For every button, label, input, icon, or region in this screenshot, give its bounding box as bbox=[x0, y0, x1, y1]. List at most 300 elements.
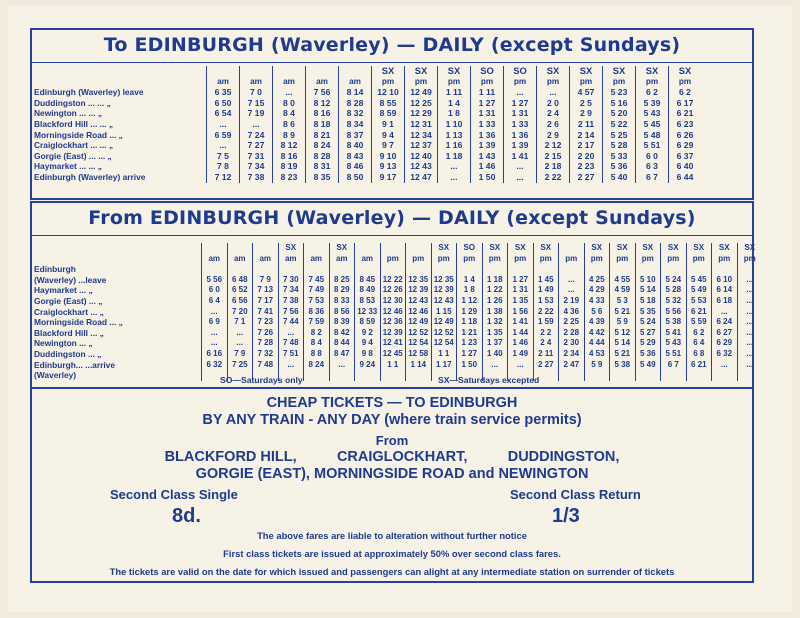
time-cell: 5 21 bbox=[610, 349, 636, 360]
time-cell: 6 50 bbox=[207, 98, 240, 109]
time-cell: 5 45 bbox=[686, 275, 712, 286]
service-code: SX bbox=[610, 243, 636, 254]
timetable-row bbox=[34, 108, 701, 119]
from-edinburgh-table bbox=[34, 243, 762, 381]
time-cell bbox=[431, 264, 457, 275]
timetable-row bbox=[34, 119, 701, 130]
time-cell: ... bbox=[273, 87, 306, 98]
time-cell: 12 43 bbox=[431, 296, 457, 307]
time-cell: 6 32 bbox=[712, 349, 738, 360]
time-cell: 12 54 bbox=[406, 338, 432, 349]
time-cell: ... bbox=[737, 285, 762, 296]
time-cell: 1 4 bbox=[457, 275, 483, 286]
time-cell: 8 59 bbox=[372, 108, 405, 119]
time-cell: 1 17 bbox=[431, 360, 457, 371]
corner-cell bbox=[34, 77, 207, 88]
service-code bbox=[380, 243, 406, 254]
time-cell: 7 26 bbox=[253, 328, 279, 339]
return-label: Second Class Return bbox=[510, 487, 641, 502]
time-cell: 2 5 bbox=[570, 98, 603, 109]
service-code: SX bbox=[438, 66, 471, 77]
fare-note-3: The tickets are valid on the date for which issued and passengers can alight at any intermediate station on surrender of tickets bbox=[109, 566, 675, 577]
time-cell: 8 33 bbox=[329, 296, 355, 307]
time-cell: 7 27 bbox=[240, 140, 273, 151]
time-cell: 8 2 bbox=[304, 328, 330, 339]
time-cell: ... bbox=[202, 328, 228, 339]
time-cell: 8 6 bbox=[273, 119, 306, 130]
stations-line-2: GORGIE (EAST), MORNINGSIDE ROAD and NEWINGTON bbox=[195, 466, 589, 482]
time-cell: 6 54 bbox=[207, 108, 240, 119]
time-cell: 12 52 bbox=[406, 328, 432, 339]
time-cell bbox=[380, 264, 406, 275]
time-cell bbox=[304, 370, 330, 381]
timetable-row bbox=[34, 360, 762, 371]
time-cell: 1 18 bbox=[482, 275, 508, 286]
station-name: Craiglockhart ... ... „ bbox=[34, 140, 114, 151]
time-cell: ... bbox=[737, 349, 762, 360]
time-cell: 2 30 bbox=[559, 338, 585, 349]
time-cell bbox=[406, 370, 432, 381]
time-cell: 6 35 bbox=[207, 87, 240, 98]
time-cell: 6 4 bbox=[202, 296, 228, 307]
service-code bbox=[240, 66, 273, 77]
time-cell: 8 23 bbox=[273, 172, 306, 183]
ampm-cell: am bbox=[339, 77, 372, 88]
time-cell: 6 21 bbox=[686, 360, 712, 371]
time-cell: 8 55 bbox=[372, 98, 405, 109]
service-code: SO bbox=[471, 66, 504, 77]
time-cell: ... bbox=[504, 87, 537, 98]
time-cell bbox=[686, 264, 712, 275]
time-cell: 1 37 bbox=[482, 338, 508, 349]
time-cell: 12 36 bbox=[380, 317, 406, 328]
time-cell bbox=[610, 370, 636, 381]
time-cell: 7 49 bbox=[304, 285, 330, 296]
time-cell: 8 32 bbox=[339, 108, 372, 119]
time-cell: 12 25 bbox=[405, 98, 438, 109]
to-edinburgh-title: To EDINBURGH (Waverley) — DAILY (except Sundays) bbox=[103, 34, 681, 56]
time-cell: 1 31 bbox=[471, 108, 504, 119]
timetable-row bbox=[34, 317, 762, 328]
time-cell: 12 33 bbox=[355, 307, 381, 318]
time-cell: 2 19 bbox=[559, 296, 585, 307]
code-row bbox=[34, 243, 762, 254]
fare-note-1: The above fares are liable to alteration without further notice bbox=[257, 530, 527, 541]
ampm-cell: am bbox=[240, 77, 273, 88]
time-cell: 12 39 bbox=[406, 285, 432, 296]
timetable-row bbox=[34, 151, 701, 162]
time-cell: 1 39 bbox=[471, 140, 504, 151]
timetable-row bbox=[34, 140, 701, 151]
station-name: (Waverley) ...leave bbox=[34, 274, 107, 285]
service-code: SX bbox=[431, 243, 457, 254]
time-cell bbox=[355, 370, 381, 381]
time-cell: 5 35 bbox=[635, 307, 661, 318]
time-cell: 12 31 bbox=[405, 119, 438, 130]
time-cell: 8 40 bbox=[339, 140, 372, 151]
time-cell bbox=[737, 370, 762, 381]
time-cell bbox=[559, 264, 585, 275]
time-cell: 6 24 bbox=[712, 317, 738, 328]
time-cell: 7 17 bbox=[253, 296, 279, 307]
time-cell: 8 16 bbox=[273, 151, 306, 162]
time-cell bbox=[559, 370, 585, 381]
time-cell: 7 41 bbox=[253, 307, 279, 318]
service-code: SX bbox=[482, 243, 508, 254]
time-cell bbox=[329, 264, 355, 275]
service-code: SX bbox=[372, 66, 405, 77]
time-cell: 7 30 bbox=[278, 275, 304, 286]
ampm-cell: pm bbox=[533, 254, 559, 265]
station-name: Newington ... „ bbox=[34, 338, 93, 349]
time-cell: 5 36 bbox=[635, 349, 661, 360]
time-cell: 12 41 bbox=[380, 338, 406, 349]
timetable-row bbox=[34, 338, 762, 349]
time-cell: 12 43 bbox=[405, 161, 438, 172]
time-cell: 7 19 bbox=[240, 108, 273, 119]
time-cell: 7 1 bbox=[227, 317, 253, 328]
station-name: Blackford Hill ... ... „ bbox=[34, 118, 114, 129]
time-cell: 12 49 bbox=[431, 317, 457, 328]
time-cell: 4 53 bbox=[584, 349, 610, 360]
time-cell: 1 8 bbox=[457, 285, 483, 296]
timetable-row bbox=[34, 98, 701, 109]
time-cell: 6 8 bbox=[686, 349, 712, 360]
time-cell: 8 59 bbox=[355, 317, 381, 328]
time-cell: 8 31 bbox=[306, 161, 339, 172]
ampm-cell: pm bbox=[504, 77, 537, 88]
station-name: Haymarket ... ... „ bbox=[34, 161, 102, 172]
time-cell: 5 56 bbox=[661, 307, 687, 318]
time-cell: ... bbox=[227, 328, 253, 339]
station-name: Edinburgh (Waverley) leave bbox=[34, 87, 144, 98]
time-cell: 1 31 bbox=[504, 108, 537, 119]
time-cell: 2 12 bbox=[537, 140, 570, 151]
ampm-cell: am bbox=[355, 254, 381, 265]
time-cell: 4 29 bbox=[584, 285, 610, 296]
time-cell: 1 50 bbox=[457, 360, 483, 371]
time-cell: 5 9 bbox=[610, 317, 636, 328]
time-cell bbox=[508, 264, 534, 275]
time-cell: 8 24 bbox=[304, 360, 330, 371]
time-cell: 8 44 bbox=[329, 338, 355, 349]
time-cell: 9 10 bbox=[372, 151, 405, 162]
time-cell: ... bbox=[737, 317, 762, 328]
time-cell: 7 38 bbox=[240, 172, 273, 183]
time-cell: 7 12 bbox=[207, 172, 240, 183]
station-name: Gorgie (East) ... „ bbox=[34, 295, 103, 306]
ampm-cell: pm bbox=[686, 254, 712, 265]
time-cell: 6 2 bbox=[636, 87, 669, 98]
time-cell: 8 42 bbox=[329, 328, 355, 339]
station-name: Edinburgh... ...arrive bbox=[34, 359, 115, 370]
single-fare: 8d. bbox=[172, 505, 201, 527]
time-cell bbox=[253, 264, 279, 275]
time-cell: 8 28 bbox=[339, 98, 372, 109]
time-cell: 6 59 bbox=[207, 130, 240, 141]
time-cell: 8 29 bbox=[329, 285, 355, 296]
time-cell: 12 26 bbox=[380, 285, 406, 296]
time-cell: 7 23 bbox=[253, 317, 279, 328]
time-cell: 2 4 bbox=[533, 338, 559, 349]
time-cell: 9 2 bbox=[355, 328, 381, 339]
service-code: SX bbox=[661, 243, 687, 254]
ampm-cell: pm bbox=[457, 254, 483, 265]
time-cell: 6 56 bbox=[227, 296, 253, 307]
time-cell bbox=[661, 264, 687, 275]
time-cell: 5 23 bbox=[603, 87, 636, 98]
time-cell: ... bbox=[504, 172, 537, 183]
time-cell: 4 39 bbox=[584, 317, 610, 328]
time-cell bbox=[610, 264, 636, 275]
time-cell bbox=[635, 264, 661, 275]
time-cell: 1 59 bbox=[533, 317, 559, 328]
service-code: SX bbox=[603, 66, 636, 77]
time-cell: 5 43 bbox=[661, 338, 687, 349]
ampm-cell: am bbox=[304, 254, 330, 265]
time-cell: 6 17 bbox=[669, 98, 702, 109]
time-cell: ... bbox=[712, 307, 738, 318]
station-name: Edinburgh bbox=[34, 264, 76, 275]
time-cell: 1 27 bbox=[504, 98, 537, 109]
timetable-row bbox=[34, 275, 762, 286]
time-cell: 6 44 bbox=[669, 172, 702, 183]
time-cell: 1 18 bbox=[438, 151, 471, 162]
ampm-cell: pm bbox=[537, 77, 570, 88]
service-code bbox=[306, 66, 339, 77]
time-cell: 2 22 bbox=[537, 172, 570, 183]
time-cell: 5 24 bbox=[635, 317, 661, 328]
timetable-row bbox=[34, 328, 762, 339]
time-cell: 9 17 bbox=[372, 172, 405, 183]
time-cell: 5 51 bbox=[636, 140, 669, 151]
time-cell: 5 38 bbox=[610, 360, 636, 371]
time-cell: 8 4 bbox=[304, 338, 330, 349]
timetable-row bbox=[34, 307, 762, 318]
time-cell: ... bbox=[712, 360, 738, 371]
timetable-row bbox=[34, 87, 701, 98]
time-cell: 1 41 bbox=[508, 317, 534, 328]
time-cell: 9 4 bbox=[372, 130, 405, 141]
time-cell: 1 56 bbox=[508, 307, 534, 318]
time-cell: ... bbox=[504, 161, 537, 172]
time-cell: 7 15 bbox=[240, 98, 273, 109]
time-cell: 12 37 bbox=[405, 140, 438, 151]
time-cell bbox=[278, 264, 304, 275]
time-cell: 5 51 bbox=[661, 349, 687, 360]
time-cell: 7 56 bbox=[278, 307, 304, 318]
time-cell: 4 36 bbox=[559, 307, 585, 318]
time-cell: 9 24 bbox=[355, 360, 381, 371]
time-cell: ... bbox=[202, 307, 228, 318]
service-code: SX bbox=[537, 66, 570, 77]
corner-cell bbox=[34, 66, 207, 77]
time-cell: 1 18 bbox=[457, 317, 483, 328]
time-cell: 7 48 bbox=[253, 360, 279, 371]
timetable-row bbox=[34, 161, 701, 172]
time-cell: 2 28 bbox=[559, 328, 585, 339]
time-cell: 1 4 bbox=[438, 98, 471, 109]
time-cell bbox=[584, 370, 610, 381]
service-code: SX bbox=[405, 66, 438, 77]
time-cell: 1 33 bbox=[504, 119, 537, 130]
time-cell: ... bbox=[737, 338, 762, 349]
time-cell: 5 40 bbox=[603, 172, 636, 183]
service-code bbox=[207, 66, 240, 77]
ampm-cell: pm bbox=[603, 77, 636, 88]
station-name: Morningside Road ... „ bbox=[34, 317, 123, 328]
time-cell: 1 22 bbox=[482, 285, 508, 296]
service-code: SX bbox=[508, 243, 534, 254]
service-code: SX bbox=[636, 66, 669, 77]
time-cell: 5 39 bbox=[636, 98, 669, 109]
time-cell bbox=[406, 264, 432, 275]
time-cell: 12 35 bbox=[406, 275, 432, 286]
time-cell bbox=[227, 264, 253, 275]
time-cell: 12 46 bbox=[406, 307, 432, 318]
time-cell: 6 14 bbox=[712, 285, 738, 296]
service-code: SX bbox=[278, 243, 304, 254]
time-cell: 5 43 bbox=[636, 108, 669, 119]
ampm-cell: pm bbox=[471, 77, 504, 88]
cheap-subheading: BY ANY TRAIN - ANY DAY (where train service permits) bbox=[202, 412, 582, 428]
time-cell: 5 49 bbox=[635, 360, 661, 371]
time-cell: 12 54 bbox=[431, 338, 457, 349]
timetable-row bbox=[34, 370, 762, 381]
time-cell: 2 15 bbox=[537, 151, 570, 162]
time-cell bbox=[304, 264, 330, 275]
time-cell: 5 10 bbox=[635, 275, 661, 286]
time-cell: 8 35 bbox=[306, 172, 339, 183]
time-cell: 1 49 bbox=[508, 349, 534, 360]
time-cell: 2 27 bbox=[570, 172, 603, 183]
ampm-cell: pm bbox=[559, 254, 585, 265]
time-cell: 1 49 bbox=[533, 285, 559, 296]
fare-note-2: First class tickets are issued at approximately 50% over second class fares. bbox=[223, 548, 561, 559]
time-cell: 5 59 bbox=[686, 317, 712, 328]
time-cell: 5 14 bbox=[635, 285, 661, 296]
time-cell: ... bbox=[240, 119, 273, 130]
time-cell: 2 17 bbox=[570, 140, 603, 151]
time-cell: 1 33 bbox=[471, 119, 504, 130]
station-name: Duddingston ... ... „ bbox=[34, 97, 111, 108]
time-cell: 8 56 bbox=[329, 307, 355, 318]
time-cell: ... bbox=[559, 285, 585, 296]
time-cell: 7 28 bbox=[253, 338, 279, 349]
stations-line-1: BLACKFORD HILL, CRAIGLOCKHART, DUDDINGSTON, bbox=[164, 449, 620, 465]
time-cell: 1 27 bbox=[457, 349, 483, 360]
time-cell: 1 31 bbox=[508, 285, 534, 296]
service-code bbox=[406, 243, 432, 254]
time-cell: 5 41 bbox=[661, 328, 687, 339]
time-cell: ... bbox=[508, 360, 534, 371]
time-cell: 7 9 bbox=[253, 275, 279, 286]
time-cell: 5 45 bbox=[636, 119, 669, 130]
time-cell: 8 43 bbox=[339, 151, 372, 162]
station-name: Morningside Road ... „ bbox=[34, 129, 123, 140]
service-code bbox=[355, 243, 381, 254]
time-cell: 6 21 bbox=[686, 307, 712, 318]
ampm-cell: am bbox=[227, 254, 253, 265]
time-cell: 2 11 bbox=[570, 119, 603, 130]
sx-note: SX—Saturdays excepted bbox=[438, 375, 540, 385]
time-cell: 5 24 bbox=[661, 275, 687, 286]
time-cell: 8 53 bbox=[355, 296, 381, 307]
time-cell: 1 50 bbox=[471, 172, 504, 183]
ampm-cell: pm bbox=[635, 254, 661, 265]
time-cell: 1 32 bbox=[482, 317, 508, 328]
time-cell: 12 29 bbox=[405, 108, 438, 119]
from-label: From bbox=[375, 433, 409, 448]
ampm-cell: pm bbox=[431, 254, 457, 265]
time-cell: 12 22 bbox=[380, 275, 406, 286]
time-cell: 5 9 bbox=[584, 360, 610, 371]
time-cell: 8 8 bbox=[304, 349, 330, 360]
time-cell: 2 18 bbox=[537, 161, 570, 172]
time-cell: 1 46 bbox=[508, 338, 534, 349]
time-cell: 1 8 bbox=[438, 108, 471, 119]
time-cell: 4 33 bbox=[584, 296, 610, 307]
time-cell bbox=[533, 264, 559, 275]
time-cell: 2 9 bbox=[570, 108, 603, 119]
ampm-cell: pm bbox=[508, 254, 534, 265]
service-code bbox=[273, 66, 306, 77]
time-cell: 1 29 bbox=[457, 307, 483, 318]
timetable-row bbox=[34, 285, 762, 296]
time-cell: 12 47 bbox=[405, 172, 438, 183]
time-cell: 5 27 bbox=[635, 328, 661, 339]
time-cell: 12 46 bbox=[380, 307, 406, 318]
time-cell: 6 0 bbox=[202, 285, 228, 296]
time-cell: 6 0 bbox=[636, 151, 669, 162]
time-cell: ... bbox=[202, 338, 228, 349]
time-cell: 7 8 bbox=[207, 161, 240, 172]
time-cell: 1 15 bbox=[431, 307, 457, 318]
time-cell bbox=[661, 370, 687, 381]
time-cell: 8 39 bbox=[329, 317, 355, 328]
time-cell bbox=[737, 264, 762, 275]
time-cell: 6 2 bbox=[686, 328, 712, 339]
time-cell: 12 58 bbox=[406, 349, 432, 360]
time-cell: 5 36 bbox=[603, 161, 636, 172]
time-cell: 5 33 bbox=[603, 151, 636, 162]
time-cell bbox=[584, 264, 610, 275]
time-cell: 8 12 bbox=[273, 140, 306, 151]
time-cell: 1 14 bbox=[406, 360, 432, 371]
service-code bbox=[202, 243, 228, 254]
time-cell: 2 23 bbox=[570, 161, 603, 172]
time-cell: 7 32 bbox=[253, 349, 279, 360]
service-code: SX bbox=[737, 243, 762, 254]
ampm-cell: pm bbox=[405, 77, 438, 88]
time-cell: 2 34 bbox=[559, 349, 585, 360]
time-cell: 5 32 bbox=[661, 296, 687, 307]
time-cell bbox=[686, 370, 712, 381]
time-cell: 12 40 bbox=[405, 151, 438, 162]
title-rule bbox=[32, 235, 752, 236]
time-cell: 1 45 bbox=[533, 275, 559, 286]
time-cell: 2 6 bbox=[537, 119, 570, 130]
time-cell: ... bbox=[737, 328, 762, 339]
time-cell: 1 36 bbox=[471, 130, 504, 141]
ampm-cell: pm bbox=[482, 254, 508, 265]
time-cell: 7 34 bbox=[278, 285, 304, 296]
time-cell: 9 1 bbox=[372, 119, 405, 130]
time-cell: 8 16 bbox=[306, 108, 339, 119]
service-code bbox=[339, 66, 372, 77]
time-cell: 9 4 bbox=[355, 338, 381, 349]
to-edinburgh-table bbox=[34, 66, 701, 183]
